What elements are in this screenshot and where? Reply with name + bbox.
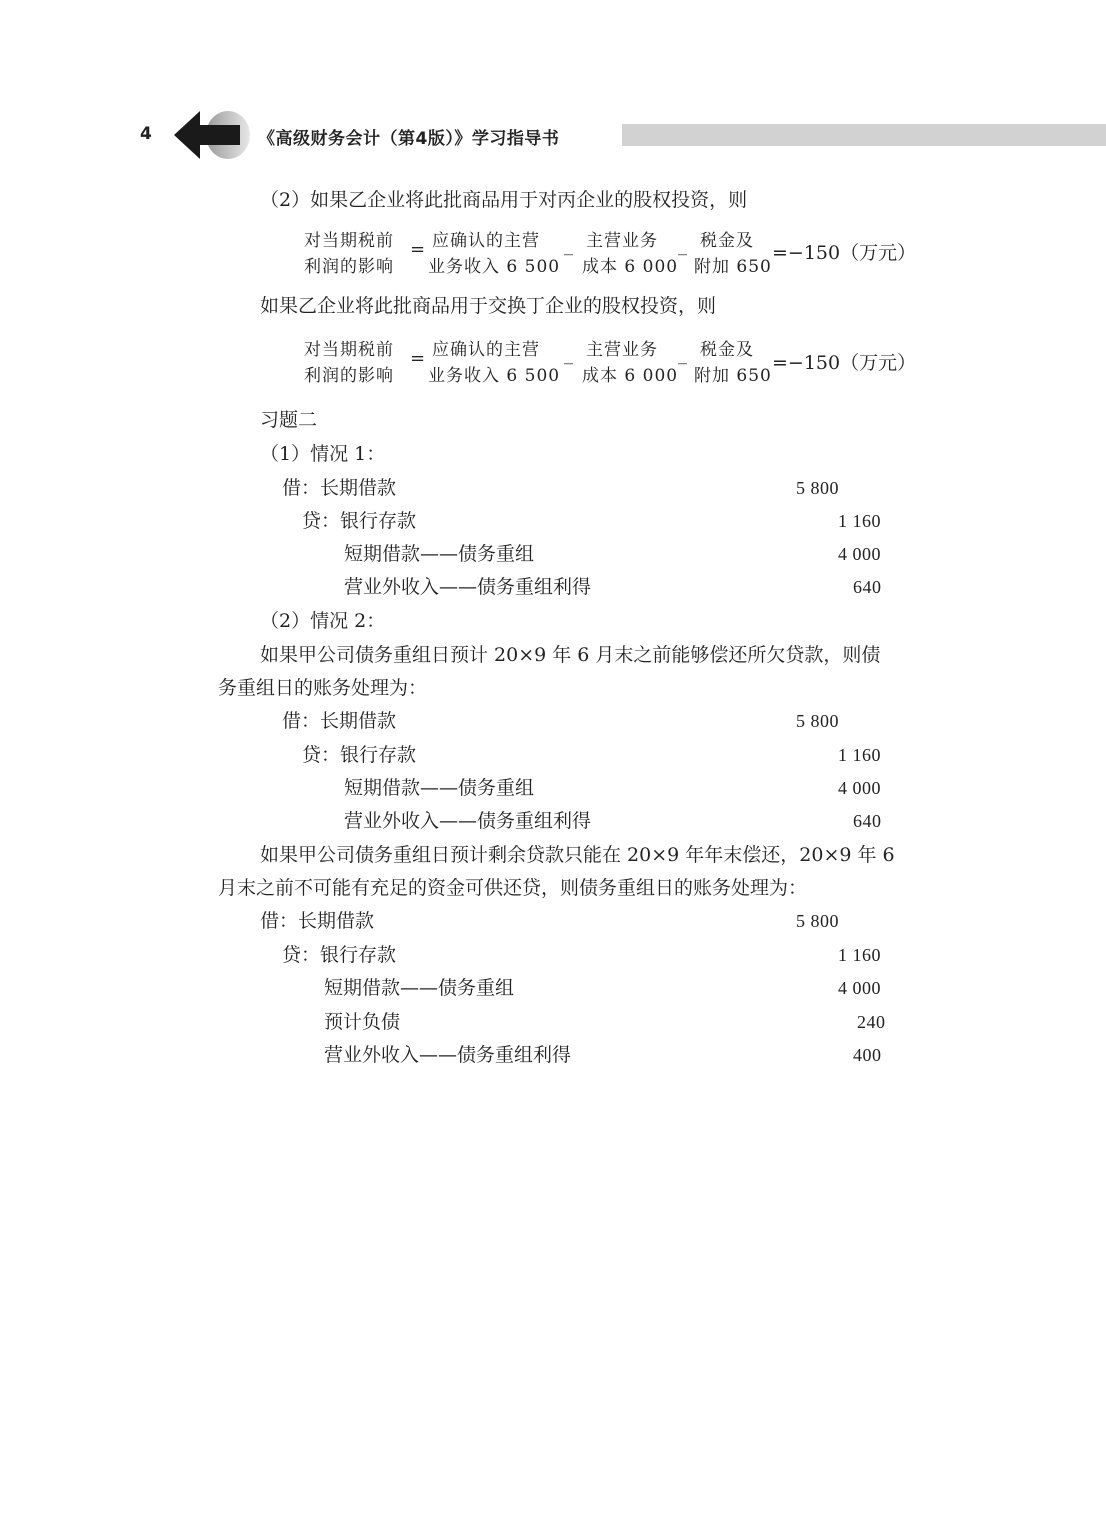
exercise-2-title: 习题二 (260, 409, 318, 431)
c1-debit-label: 借：长期借款 (282, 477, 397, 499)
c2b-credit-bank: 贷：银行存款 (282, 944, 397, 966)
f1-minus2: _ (678, 235, 687, 256)
c2a-credit-short-loan-amount: 4 000 (838, 778, 881, 798)
f2-result: =−150（万元） (772, 352, 917, 374)
case-2-para-1-line-2: 务重组日的账务处理为： (218, 677, 428, 699)
c2b-credit-short-loan: 短期借款——债务重组 (324, 977, 515, 999)
c1-credit-short-loan-amount: 4 000 (838, 544, 881, 564)
f2-term3-num: 主营业务 (586, 340, 658, 360)
header-bar (622, 124, 1106, 146)
f2-term2-den: 业务收入 6 500 (428, 366, 561, 386)
f2-term1-num: 对当期税前 (304, 340, 394, 360)
f1-term4-num: 税金及 (700, 231, 754, 251)
f2-term2-num: 应确认的主营 (432, 340, 540, 360)
c2b-credit-nonop-amount: 400 (853, 1045, 882, 1065)
c1-credit-nonop: 营业外收入——债务重组利得 (344, 576, 592, 598)
c2a-credit-bank-amount: 1 160 (838, 745, 881, 765)
c2a-debit-amount: 5 800 (796, 711, 839, 731)
f2-eq: = (410, 348, 426, 369)
f2-term4-den: 附加 650 (694, 366, 772, 386)
c2b-debit-amount: 5 800 (796, 911, 839, 931)
case-2-title: （2）情况 2： (260, 610, 386, 632)
c1-credit-nonop-amount: 640 (853, 577, 882, 597)
c2b-credit-provision: 预计负债 (324, 1011, 401, 1033)
f2-term1-den: 利润的影响 (304, 366, 394, 386)
f1-eq: = (410, 239, 426, 260)
f2-minus1: _ (564, 344, 573, 365)
c2b-credit-short-loan-amount: 4 000 (838, 978, 881, 998)
f1-term1-num: 对当期税前 (304, 231, 394, 251)
c2a-credit-nonop: 营业外收入——债务重组利得 (344, 810, 592, 832)
f1-term2-den: 业务收入 6 500 (428, 257, 561, 277)
book-title: 《高级财务会计（第4版）》学习指导书 (258, 129, 560, 149)
paragraph-2: 如果乙企业将此批商品用于交换丁企业的股权投资，则 (260, 295, 717, 317)
c2b-debit-label: 借：长期借款 (260, 910, 375, 932)
c2a-credit-nonop-amount: 640 (853, 811, 882, 831)
f1-result: =−150（万元） (772, 242, 917, 264)
f2-minus2: _ (678, 344, 687, 365)
c1-debit-amount: 5 800 (796, 478, 839, 498)
case-2-para-2-line-2: 月末之前不可能有充足的资金可供还贷，则债务重组日的账务处理为： (218, 877, 808, 899)
f1-term3-den: 成本 6 000 (582, 257, 679, 277)
f2-term4-num: 税金及 (700, 340, 754, 360)
f2-term3-den: 成本 6 000 (582, 366, 679, 386)
c1-credit-bank: 贷：银行存款 (302, 510, 417, 532)
f1-term2-num: 应确认的主营 (432, 231, 540, 251)
c1-credit-short-loan: 短期借款——债务重组 (344, 543, 535, 565)
f1-term3-num: 主营业务 (586, 231, 658, 251)
f1-term4-den: 附加 650 (694, 257, 772, 277)
page-number: 4 (140, 124, 152, 144)
case-1-title: （1）情况 1： (260, 443, 386, 465)
c1-credit-bank-amount: 1 160 (838, 511, 881, 531)
c2b-credit-nonop: 营业外收入——债务重组利得 (324, 1044, 572, 1066)
back-arrow-icon (170, 107, 255, 163)
case-2-para-2-line-1: 如果甲公司债务重组日预计剩余贷款只能在 20×9 年年末偿还，20×9 年 6 (260, 844, 895, 866)
c2a-credit-short-loan: 短期借款——债务重组 (344, 777, 535, 799)
c2a-debit-label: 借：长期借款 (282, 710, 397, 732)
case-2-para-1-line-1: 如果甲公司债务重组日预计 20×9 年 6 月末之前能够偿还所欠贷款，则债 (260, 644, 881, 666)
c2b-credit-bank-amount: 1 160 (838, 945, 881, 965)
f1-minus1: _ (564, 235, 573, 256)
f1-term1-den: 利润的影响 (304, 257, 394, 277)
paragraph-1: （2）如果乙企业将此批商品用于对丙企业的股权投资，则 (260, 189, 748, 211)
c2b-credit-provision-amount: 240 (857, 1012, 886, 1032)
c2a-credit-bank: 贷：银行存款 (302, 744, 417, 766)
